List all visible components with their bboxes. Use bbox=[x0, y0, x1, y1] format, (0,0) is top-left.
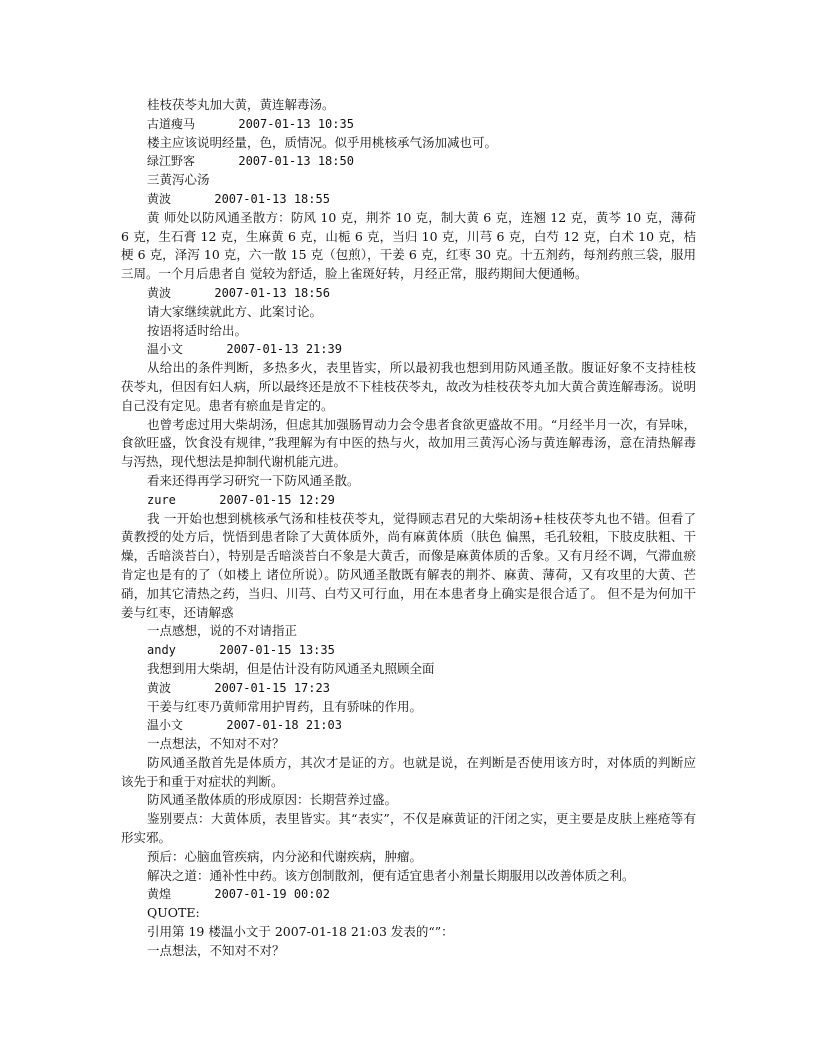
post-text: 防风通圣散首先是体质方，其次才是证的方。也就是说，在判断是否使用该方时，对体质的判断应该先于和重于对症状的判断。 bbox=[121, 754, 696, 789]
post-text: 预后：心脑血管疾病，内分泌和代谢疾病，肿瘤。 bbox=[147, 848, 423, 864]
post-header: andy 2007-01-15 13:35 bbox=[147, 643, 335, 658]
post-text: 解决之道：通补性中药。该方创制散剂，便有适宜患者小剂量长期服用以改善体质之利。 bbox=[147, 867, 635, 883]
post-text: 防风通圣散体质的形成原因：长期营养过盛。 bbox=[147, 792, 398, 808]
post-header: zure 2007-01-15 12:29 bbox=[147, 492, 335, 507]
post-text: 我想到用大柴胡，但是估计没有防风通圣丸照顾全面 bbox=[147, 660, 435, 676]
post-text: 桂枝茯苓丸加大黄，黄连解毒汤。 bbox=[147, 97, 335, 112]
post-header: 绿江野客 2007-01-13 18:50 bbox=[147, 154, 354, 169]
post-text: 按语将适时给出。 bbox=[147, 322, 248, 338]
post-header: 黄煌 2007-01-19 00:02 bbox=[147, 887, 330, 902]
post-header: 黄波 2007-01-13 18:55 bbox=[147, 191, 330, 206]
post-text: 楼主应该说明经量，色，质情况。似乎用桃核承气汤加减也可。 bbox=[147, 134, 498, 150]
post-header: 黄波 2007-01-15 17:23 bbox=[147, 680, 330, 695]
post-text: 三黄泻心汤 bbox=[147, 172, 210, 188]
post-text: 干姜与红枣乃黄师常用护胃药，且有骄味的作用。 bbox=[147, 698, 423, 714]
post-text: 引用第 19 楼温小文于 2007-01-18 21:03 发表的“”： bbox=[147, 924, 454, 940]
post-text: 鉴别要点：大黄体质，表里皆实。其“表实”，不仅是麻黄证的汗闭之实，更主要是皮肤上痤疮等有形实邪。 bbox=[121, 811, 696, 846]
post-text: 我 一开始也想到桃核承气汤和桂枝茯苓丸，觉得顾志君兄的大柴胡汤+桂枝茯苓丸也不错。但看了黄教授的处方后，恍悟到患者除了大黄体质外，尚有麻黄体质（肤色 偏黑，毛孔较粗，下肢皮肤粗、干燥，舌暗淡苔白），特别是舌暗淡苔白不象是大黄舌，而像是麻黄体质的舌象。又有月经不调，气滞血瘀肯定也是有的了（如楼上 诸位所说）。防风通圣散既有解表的荆芥、麻黄、薄荷，又有攻里的大黄、芒硝，加其它清热之药，当归、川芎、白芍又可行血，用在本患者身上确实是很合适了。 但不是为何加干姜与红枣，还请解惑 bbox=[121, 510, 696, 620]
post-text: 一点想法，不知对不对？ bbox=[147, 736, 285, 752]
post-header: 古道瘦马 2007-01-13 10:35 bbox=[147, 116, 354, 131]
post-header: 温小文 2007-01-13 21:39 bbox=[147, 342, 342, 357]
post-text: 一点想法，不知对不对？ bbox=[147, 942, 285, 958]
post-text: 请大家继续就此方、此案讨论。 bbox=[147, 303, 323, 319]
post-text: 一点感想，说的不对请指正 bbox=[147, 623, 298, 639]
post-text: 从给出的条件判断，多热多火，表里皆实，所以最初我也想到用防风通圣散。腹证好象不支持桂枝茯苓丸，但因有妇人病，所以最终还是放不下桂枝茯苓丸，故改为桂枝茯苓丸加大黄合黄连解毒汤。说明自己没有定见。患者有瘀血是肯定的。 bbox=[121, 360, 697, 413]
post-text: 黄 师处以防风通圣散方：防风 10 克，荆芥 10 克，制大黄 6 克，连翘 12 克，黄芩 10 克，薄荷 6 克，生石膏 12 克，生麻黄 6 克，山栀 6 克，当归 10 克，川芎 6 克，白芍 12 克，白术 10 克，桔梗 6 克，泽泻 10 克，六一散 15 克（包煎），干姜 6 克，红枣 30 克。十五剂药，每剂药煎三袋，服用三周。一个月后患者自 觉较为舒适，脸上雀斑好转，月经正常，服药期间大便通畅。 bbox=[121, 209, 700, 282]
post-header: 温小文 2007-01-18 21:03 bbox=[147, 718, 342, 733]
post-text: QUOTE: bbox=[147, 905, 200, 921]
post-text: 看来还得再学习研究一下防风通圣散。 bbox=[147, 472, 360, 488]
post-text: 也曾考虑过用大柴胡汤，但虑其加强肠胃动力会令患者食欲更盛故不用。“月经半月一次，有异味，食欲旺盛，饮食没有规律，”我理解为有中医的热与火，故加用三黄泻心汤与黄连解毒汤，意在清热解毒与泻热，现代想法是抑制代谢机能亢进。 bbox=[121, 416, 696, 470]
document-page bbox=[121, 96, 700, 961]
post-header: 黄波 2007-01-13 18:56 bbox=[147, 285, 330, 300]
